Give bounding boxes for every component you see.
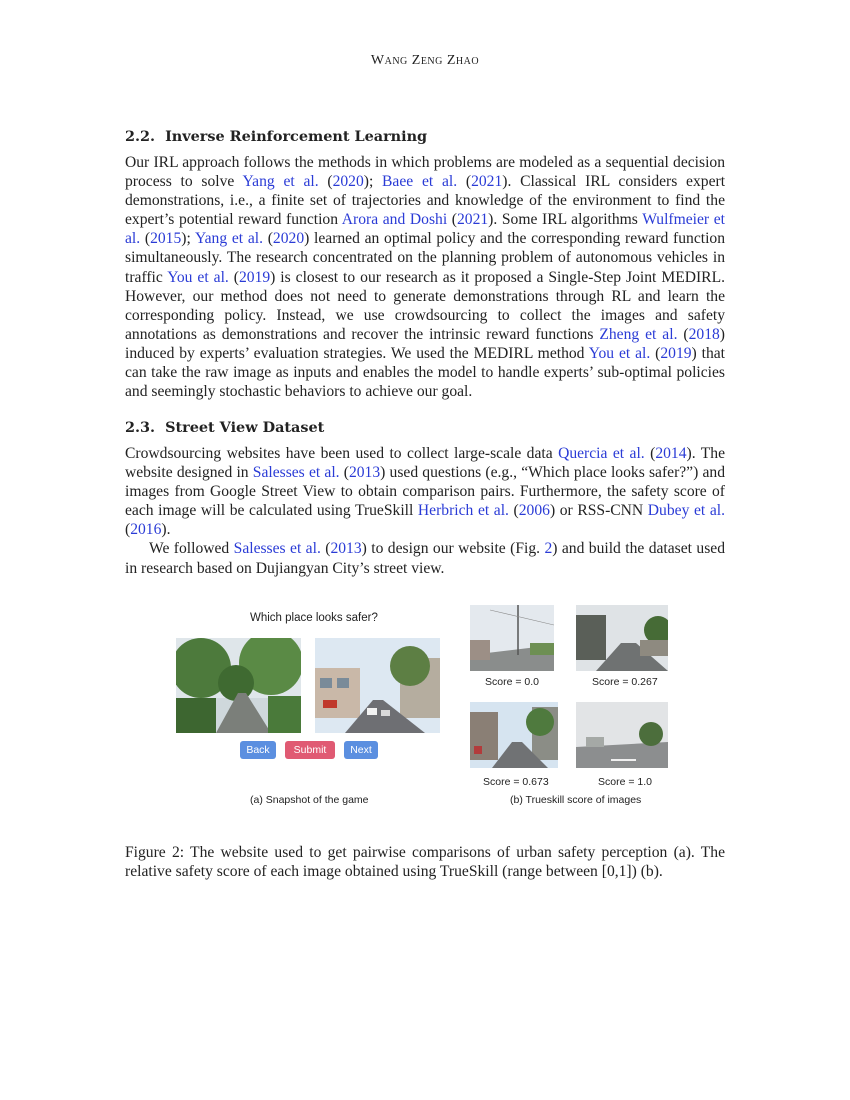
citation-link[interactable]: 2 — [544, 540, 553, 558]
section-number: 2.3. — [125, 419, 156, 436]
citation-link[interactable]: 2020 — [272, 230, 305, 248]
sublabel-a: (a) Snapshot of the game — [250, 794, 369, 806]
citation-link[interactable]: 2020 — [332, 173, 364, 191]
citation-link[interactable]: 2016 — [130, 521, 162, 539]
text-run: ). The website designed in — [125, 445, 725, 482]
citation-link[interactable]: Baee et al. — [382, 173, 458, 191]
citation-link[interactable]: Dubey et al. — [647, 502, 725, 520]
text-run: ( — [320, 540, 331, 558]
text-run: ( — [228, 268, 239, 286]
text-run: ); — [181, 230, 195, 248]
section-dataset — [125, 419, 725, 578]
text-run: ( — [263, 230, 273, 248]
citation-link[interactable]: Herbrich et al. — [417, 502, 509, 520]
score-photo-1 — [470, 605, 554, 671]
citation-link[interactable]: Zheng et al. — [599, 325, 678, 343]
citation-link[interactable]: 2019 — [660, 344, 692, 362]
score-photo-4 — [576, 702, 668, 768]
citation-link[interactable]: 2014 — [655, 445, 687, 462]
text-run: ( — [318, 173, 333, 191]
score-label: Score = 0.267 — [592, 676, 658, 688]
citation-link[interactable]: You et al. — [588, 344, 651, 362]
text-run: Our IRL approach follows the methods in which problems are modeled as a sequential decision process to solve — [125, 154, 725, 191]
score-label: Score = 0.0 — [485, 676, 539, 688]
citation-link[interactable]: 2015 — [150, 230, 182, 248]
text-run: ) learned an optimal policy and the corresponding reward function simultaneously. The research concentrated on the planning problem of autonomous vehicles in traffic — [125, 230, 726, 286]
citation-link[interactable]: Yang et al. — [194, 230, 263, 248]
next-button[interactable]: Next — [344, 741, 378, 759]
submit-button[interactable]: Submit — [285, 741, 335, 759]
section-irl — [125, 128, 725, 401]
section-title: Inverse Reinforcement Learning — [165, 128, 428, 145]
text-run: Crowdsourcing websites have been used to collect large-scale data — [125, 445, 559, 462]
citation-link[interactable]: You et al. — [167, 268, 229, 286]
score-photo-3 — [470, 702, 558, 768]
text-run: We followed — [149, 540, 234, 558]
text-run: ( — [650, 344, 661, 362]
text-run: ) or RSS-CNN — [549, 502, 648, 520]
citation-link[interactable]: 2013 — [330, 540, 362, 558]
irl-paragraph — [125, 153, 725, 401]
figure-2 — [170, 602, 680, 812]
sublabel-b: (b) Trueskill score of images — [510, 794, 642, 806]
dataset-paragraph-2 — [125, 539, 725, 577]
text-run: ). Classical IRL considers expert demonstrations, i.e., a finite set of trajectories and knowledge of the environment to find the expert’s potential reward function — [125, 173, 726, 229]
text-run: ( — [339, 464, 349, 482]
citation-link[interactable]: 2021 — [456, 211, 489, 229]
text-run: ( — [140, 230, 151, 248]
citation-link[interactable]: 2018 — [688, 325, 720, 343]
text-run: ( — [447, 211, 457, 229]
text-run: ( — [677, 325, 689, 343]
section-heading-irl — [125, 128, 725, 145]
citation-link[interactable]: 2006 — [518, 502, 550, 520]
text-run: ( — [125, 521, 131, 539]
text-run: ( — [644, 445, 656, 462]
text-run: ) to design our website (Fig. — [361, 540, 545, 558]
citation-link[interactable]: 2019 — [238, 268, 271, 286]
score-label: Score = 0.673 — [483, 776, 549, 788]
citation-link[interactable]: Arora and Doshi — [341, 211, 448, 229]
text-run: ) that can take the raw image as inputs and enables the model to handle experts’ sub-optimal policies and seemingly stochastic behaviors to achieve our goal. — [125, 344, 726, 401]
citation-link[interactable]: 2021 — [471, 173, 503, 191]
figure-caption: Figure 2: The website used to get pairwise comparisons of urban safety perception (a). The relative safety score of each image obtained using TrueSkill (range between [0,1]) (b). — [125, 844, 725, 881]
running-head: Wang Zeng Zhao — [370, 53, 480, 68]
text-run: ( — [508, 502, 519, 520]
text-run: ). — [161, 521, 171, 539]
text-run: ); — [363, 173, 383, 191]
citation-link[interactable]: Quercia et al. — [558, 445, 645, 462]
citation-link[interactable]: Salesses et al. — [233, 540, 321, 558]
street-photo-right — [315, 638, 440, 733]
dataset-paragraph-1 — [125, 444, 725, 539]
text-run: ) induced by experts’ evaluation strategies. We used the MEDIRL method — [125, 325, 725, 362]
section-number: 2.2. — [125, 128, 156, 145]
text-run: ( — [457, 173, 472, 191]
text-run: ) and build the dataset used in research based on Dujiangyan City’s street view. — [125, 540, 725, 577]
text-run: ) used questions (e.g., “Which place looks safer?”) and images from Google Street View to obtain comparison pairs. Furthermore, the safety score of each image will be calculated using TrueSkill — [125, 464, 726, 520]
score-photo-2 — [576, 605, 668, 671]
game-question: Which place looks safer? — [250, 612, 378, 624]
street-photo-left — [176, 638, 301, 733]
citation-link[interactable]: 2013 — [348, 464, 381, 482]
citation-link[interactable]: Wulfmeier et al. — [125, 211, 725, 248]
citation-link[interactable]: Yang et al. — [242, 173, 319, 191]
section-heading-dataset — [125, 419, 725, 436]
citation-link[interactable]: Salesses et al. — [252, 464, 340, 482]
text-run: ) is closest to our research as it proposed a Single-Step Joint MEDIRL. However, our method does not need to generate demonstrations through RL and learn the corresponding policy. Instead, we use crowdsourcing to collect the images and safety annotations as demonstrations and recover the intrinsic reward functions — [125, 268, 726, 343]
text-run: ). Some IRL algorithms — [488, 211, 643, 229]
score-label: Score = 1.0 — [598, 776, 652, 788]
back-button[interactable]: Back — [240, 741, 276, 759]
section-title: Street View Dataset — [165, 419, 325, 436]
